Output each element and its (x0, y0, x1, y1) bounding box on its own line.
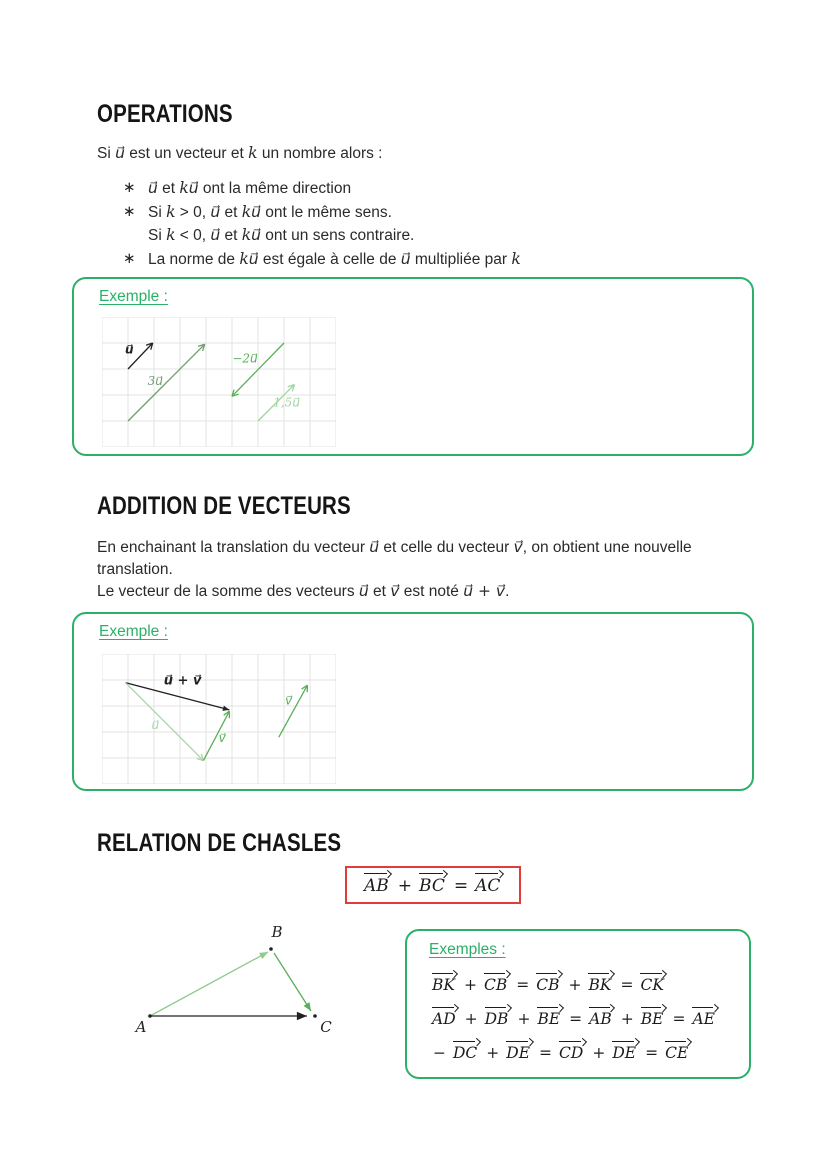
math-segment: k (248, 144, 258, 162)
chasles-formula-box (345, 866, 521, 904)
operator: + (568, 976, 582, 994)
text-segment: et (220, 227, 242, 244)
text-segment: > 0, (175, 203, 211, 221)
text-segment: ont un sens contraire. (261, 227, 415, 244)
vector-label: u⃗ + v⃗ (163, 673, 202, 689)
math-segment: u⃗ (358, 582, 369, 600)
text-segment: Si (148, 203, 167, 221)
operator: + (463, 976, 477, 994)
text-segment: Si (97, 145, 116, 162)
vector-term: CB (482, 970, 511, 994)
figure-canvas (102, 654, 336, 784)
text-segment: < 0, (175, 227, 211, 244)
text-segment: un nombre alors : (257, 145, 383, 162)
math-segment: k (166, 226, 176, 244)
vector-arrow (125, 683, 203, 761)
vector-label: v⃗ (285, 693, 293, 708)
chasles-example-line (429, 970, 727, 995)
vector-term: BE (639, 1004, 668, 1028)
vector-arrow (274, 953, 311, 1011)
operator: + (486, 1044, 500, 1062)
example-box-addition (72, 612, 754, 791)
chasles-heading: RELATION DE CHASLES (97, 829, 342, 857)
text-segment: et celle du vecteur (379, 539, 514, 556)
math-segment: u⃗ (369, 538, 380, 556)
point-label: B (271, 923, 283, 941)
bullet-item (123, 224, 521, 248)
bullet-marker-icon (123, 224, 148, 248)
bullet-marker-icon: ∗ (123, 179, 136, 196)
figure-canvas (105, 915, 355, 1065)
example-label: Exemple : (99, 288, 168, 305)
vector-arrow (279, 685, 308, 737)
text-segment: ont la même direction (198, 180, 352, 197)
example-box-scalar (72, 277, 754, 456)
text-segment: En enchainant la translation du vecteur (97, 539, 370, 556)
examples-label: Exemples : (429, 941, 506, 958)
text-segment: ont le même sens. (261, 203, 392, 221)
vector-term: AE (690, 1004, 719, 1028)
vector-label: u⃗ (125, 342, 134, 357)
text-segment: multipliée par (410, 250, 512, 268)
math-segment: ku⃗ (239, 249, 259, 268)
vector-term: BE (535, 1004, 564, 1028)
math-segment: u⃗ (400, 249, 411, 268)
operator: + (620, 1010, 634, 1028)
point-label: A (135, 1018, 147, 1036)
math-segment: ku⃗ (241, 226, 261, 244)
addition-heading: ADDITION DE VECTEURS (97, 492, 351, 520)
operator: + (517, 1010, 531, 1028)
chasles-examples-box (405, 929, 751, 1079)
text-segment: et (220, 203, 242, 221)
vector-label: 1,5u⃗ (273, 395, 300, 410)
chasles-example-line (429, 1038, 727, 1063)
bullet-text (148, 248, 521, 272)
operator: + (397, 876, 413, 896)
operator: − (433, 1044, 446, 1062)
math-segment: u⃗ + v⃗ (463, 582, 506, 600)
text-segment: La norme de (148, 250, 240, 268)
text-segment: , on obtient une nouvelle translation. (97, 539, 692, 578)
math-segment: v⃗ (390, 582, 400, 600)
figure-canvas (102, 317, 336, 447)
math-segment: k (511, 249, 521, 268)
vector-term: BK (430, 970, 459, 994)
vector-term: AC (473, 870, 504, 896)
vector-label: u⃗ (151, 717, 160, 732)
text-segment: Si (148, 227, 167, 244)
example-label: Exemple : (99, 623, 168, 640)
math-segment: ku⃗ (241, 202, 261, 221)
bullet-item (123, 248, 521, 272)
vector-arrow (128, 344, 205, 421)
vector-term: BC (417, 870, 449, 896)
scalar-multiples-figure (102, 317, 336, 452)
vector-label: −2u⃗ (232, 351, 258, 366)
vector-term: DB (483, 1004, 513, 1028)
operator: = (645, 1044, 659, 1062)
bullet-text (148, 177, 351, 201)
operations-heading: OPERATIONS (97, 100, 233, 128)
vector-term: DE (504, 1038, 534, 1062)
math-segment: ku⃗ (179, 179, 199, 197)
bullet-marker-icon: ∗ (123, 202, 136, 220)
vector-label: v⃗ (218, 730, 226, 745)
math-segment: k (166, 202, 176, 221)
text-segment: Le vecteur de la somme des vecteurs (97, 583, 359, 600)
text-segment: est égale à celle de (258, 250, 401, 268)
text-segment: est noté (399, 583, 464, 600)
vector-term: CB (534, 970, 563, 994)
operator: = (672, 1010, 686, 1028)
operator: = (453, 876, 469, 896)
chasles-triangle-figure (105, 915, 355, 1070)
bullet-text (148, 224, 414, 248)
addition-paragraph-1 (97, 536, 742, 581)
operations-intro (97, 142, 382, 165)
bullet-marker-icon: ∗ (123, 249, 136, 267)
operator: + (592, 1044, 606, 1062)
vector-term: CD (557, 1038, 587, 1062)
text-segment: et (368, 583, 391, 600)
vector-term: AB (587, 1004, 616, 1028)
operator: = (539, 1044, 553, 1062)
bullet-text (148, 201, 392, 225)
vector-label: 3u⃗ (147, 374, 163, 389)
text-segment: et (157, 180, 180, 197)
text-segment: est un vecteur et (124, 145, 249, 162)
vector-term: CK (638, 970, 667, 994)
math-segment: u⃗ (115, 144, 125, 162)
math-segment: u⃗ (210, 202, 221, 221)
operator: = (516, 976, 530, 994)
vector-term: AD (430, 1004, 460, 1028)
operator: = (569, 1010, 583, 1028)
operations-bullet-list (123, 177, 521, 271)
point-label: C (320, 1018, 332, 1036)
vector-arrow (150, 952, 268, 1016)
vector-term: CE (663, 1038, 692, 1062)
operator: + (464, 1010, 478, 1028)
operator: = (620, 976, 634, 994)
vector-term: DC (451, 1038, 481, 1062)
vector-addition-figure (102, 654, 336, 789)
addition-paragraph-2 (97, 580, 742, 603)
chasles-example-line (429, 1004, 727, 1029)
text-segment: . (505, 583, 510, 600)
vector-term: AB (362, 870, 393, 896)
vector-term: BK (586, 970, 615, 994)
vector-term: DE (610, 1038, 640, 1062)
math-segment: v⃗ (513, 538, 523, 556)
math-segment: u⃗ (148, 179, 158, 197)
math-segment: u⃗ (210, 226, 221, 244)
bullet-item (123, 177, 521, 201)
bullet-item (123, 201, 521, 225)
